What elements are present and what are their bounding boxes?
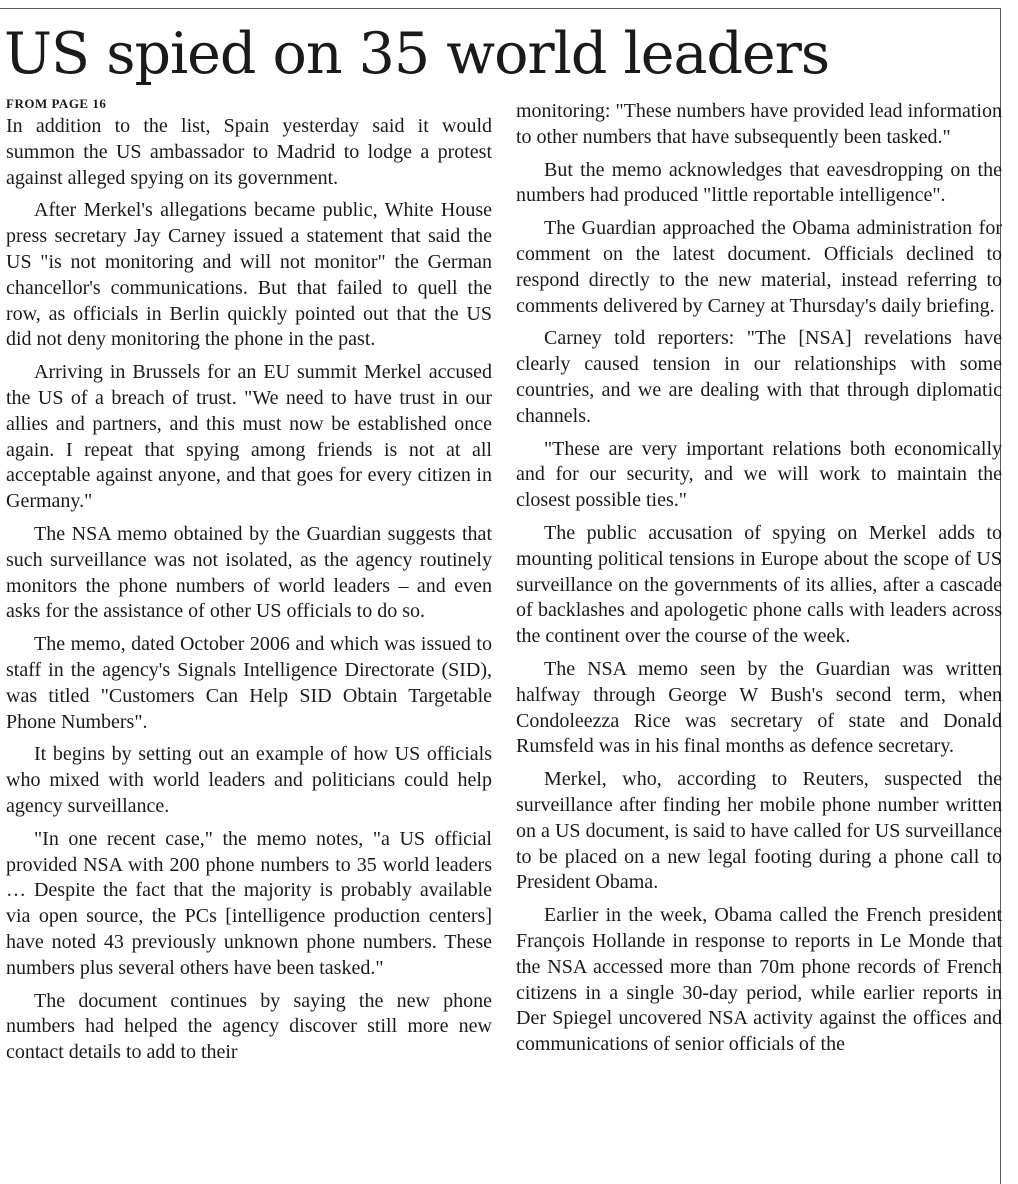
right-column [516, 99, 1002, 1065]
right-paragraph-7: The NSA memo seen by the Guardian was written halfway through George W Bush's second term, when Condoleezza Rice was secretary of state and Donald Rumsfeld was in his final months as defence secretary. [516, 657, 1002, 758]
right-paragraph-3: The Guardian approached the Obama administration for comment on the latest document. Officials declined to respond directly to the new material, instead referring to comments delivered by Carney at Thursday's daily briefing. [516, 217, 1002, 317]
left-paragraph-5: The memo, dated October 2006 and which was issued to staff in the agency's Signals Intelligence Directorate (SID), was titled "Customers Can Help SID Obtain Targetable Phone Numbers". [6, 633, 492, 733]
left-paragraph-2: After Merkel's allegations became public, White House press secretary Jay Carney issued a statement that said the US "is not monitoring and will not monitor" the German chancellor's communications. But that failed to quell the row, as officials in Berlin quickly pointed out that the US did not deny monitoring the phone in the past. [6, 199, 492, 351]
left-column [6, 96, 492, 1073]
left-paragraph-1: In addition to the list, Spain yesterday said it would summon the US ambassador to Madrid to lodge a protest against alleged spying on its government. [6, 115, 492, 189]
right-paragraph-8: Merkel, who, according to Reuters, suspected the surveillance after finding her mobile phone number written on a US document, is said to have called for US surveillance to be placed on a new legal footing during a phone call to President Obama. [516, 768, 1002, 894]
left-paragraph-7: "In one recent case," the memo notes, "a US official provided NSA with 200 phone numbers to 35 world leaders … Despite the fact that the majority is probably available via open source, the PCs [intelligence production centers] have noted 43 previously unknown phone numbers. These numbers plus several others have been tasked." [6, 827, 492, 979]
right-paragraph-2: But the memo acknowledges that eavesdropping on the numbers had produced "little reportable intelligence". [516, 158, 1002, 207]
left-paragraph-4: The NSA memo obtained by the Guardian suggests that such surveillance was not isolated, as the agency routinely monitors the phone numbers of world leaders – and even asks for the assistance of other US officials to do so. [6, 522, 492, 623]
right-paragraph-6: The public accusation of spying on Merkel adds to mounting political tensions in Europe about the scope of US surveillance on the governments of its allies, after a cascade of backlashes and apologetic phone calls with leaders across the continent over the course of the week. [516, 521, 1002, 648]
left-paragraph-3: Arriving in Brussels for an EU summit Merkel accused the US of a breach of trust. "We need to have trust in our allies and partners, and this must now be established once again. I repeat that spying among friends is not at all acceptable against anyone, and that goes for every citizen in Germany." [6, 361, 492, 513]
right-paragraph-5: "These are very important relations both economically and for our security, and we will work to maintain the closest possible ties." [516, 437, 1002, 512]
right-paragraph-4: Carney told reporters: "The [NSA] revelations have clearly caused tension in our relationships with some countries, and we are dealing with that through diplomatic channels. [516, 327, 1002, 427]
left-paragraph-8: The document continues by saying the new phone numbers had helped the agency discover still more new contact details to add to their [6, 989, 492, 1064]
right-paragraph-1: monitoring: "These numbers have provided lead information to other numbers that have subsequently been tasked." [516, 100, 1002, 148]
kicker-from-page: FROM PAGE 16 [6, 96, 107, 111]
top-rule [0, 8, 1000, 9]
headline: US spied on 35 world leaders [4, 21, 830, 87]
left-paragraph-6: It begins by setting out an example of how US officials who mixed with world leaders and politicians could help agency surveillance. [6, 743, 492, 817]
right-paragraph-9: Earlier in the week, Obama called the French president François Hollande in response to reports in Le Monde that the NSA accessed more than 70m phone records of French citizens in a single 30-day period, while earlier reports in Der Spiegel uncovered NSA activity against the offices and communications of senior officials of the [516, 904, 1002, 1056]
